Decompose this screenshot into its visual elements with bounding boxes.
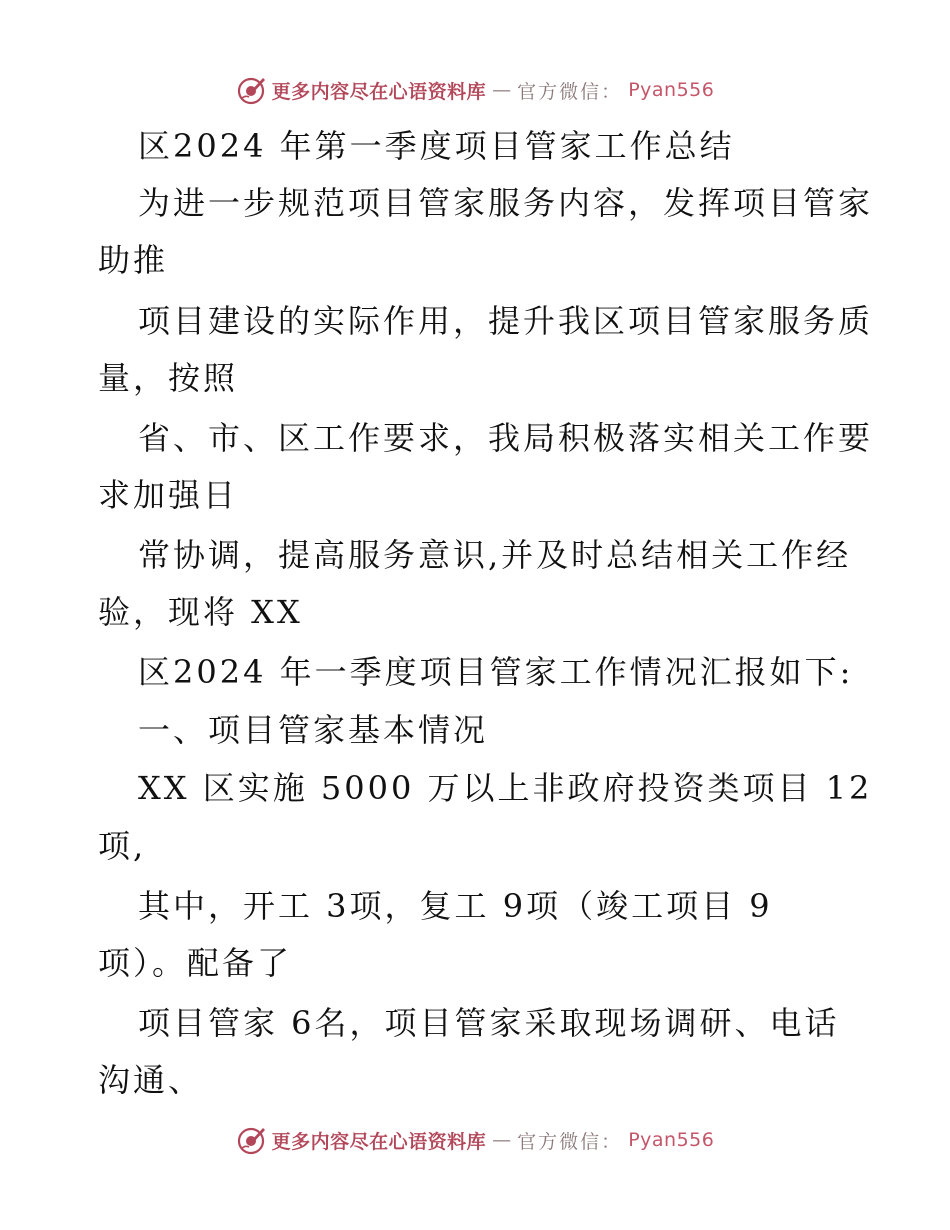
- body-line: 省、市、区工作要求，我局积极落实相关工作要: [138, 419, 874, 457]
- body-line: 为进一步规范项目管家服务内容，发挥项目管家: [138, 184, 874, 222]
- footer-brand-text: 更多内容尽在心语资料库: [271, 1130, 487, 1153]
- body-line: 其中，开工 3项，复工 9项（竣工项目 9: [138, 887, 773, 925]
- section-heading: 一、项目管家基本情况: [138, 711, 489, 749]
- header-wechat-label: 官方微信：: [517, 80, 623, 103]
- document-title: 区2024 年第一季度项目管家工作总结: [138, 127, 735, 165]
- quill-seal-icon: [236, 1125, 266, 1155]
- body-line: XX 区实施 5000 万以上非政府投资类项目 12: [138, 769, 873, 807]
- header-wechat-handle: Pyan556: [628, 79, 715, 101]
- header-banner: [0, 72, 950, 108]
- footer-banner: [0, 1122, 950, 1158]
- body-line: 项目管家 6名，项目管家采取现场调研、电话: [138, 1004, 840, 1042]
- body-line: 常协调，提高服务意识,并及时总结相关工作经: [138, 536, 852, 574]
- body-line: 项目建设的实际作用，提升我区项目管家服务质: [138, 302, 874, 340]
- footer-separator: —: [492, 1129, 512, 1151]
- body-line: 助推: [98, 241, 169, 279]
- header-brand-text: 更多内容尽在心语资料库: [271, 80, 487, 103]
- quill-seal-icon: [236, 75, 266, 105]
- footer-wechat-label: 官方微信：: [517, 1130, 623, 1153]
- body-line: 沟通、: [98, 1061, 204, 1099]
- body-line: 量，按照: [98, 359, 239, 397]
- body-line: 项,: [98, 827, 147, 865]
- body-line: 求加强日: [98, 476, 239, 514]
- footer-wechat-handle: Pyan556: [628, 1129, 715, 1151]
- header-separator: —: [492, 79, 512, 101]
- body-line: 项）。配备了: [98, 944, 293, 982]
- body-line: 区2024 年一季度项目管家工作情况汇报如下:: [138, 653, 854, 691]
- body-line: 验，现将 XX: [98, 593, 303, 631]
